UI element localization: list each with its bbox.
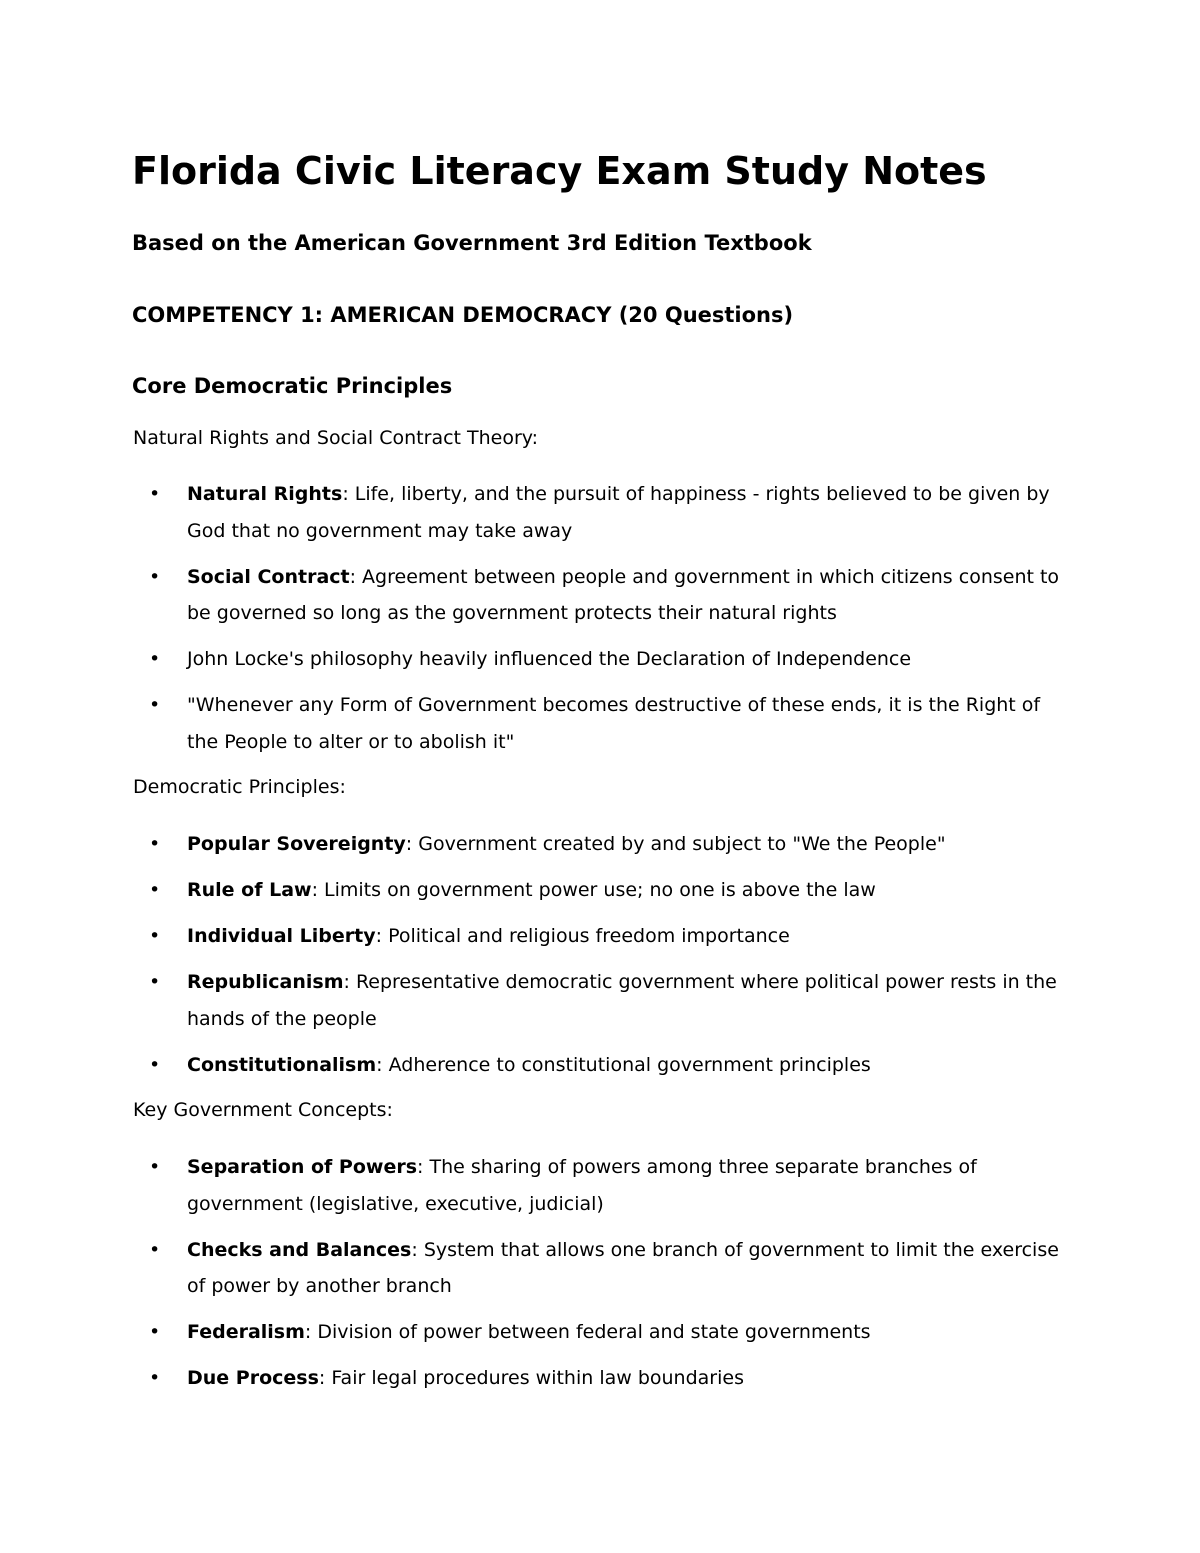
list-item-text: : The sharing of powers among three separate branches of government (legislative, executive, judicial) — [187, 1156, 977, 1215]
list-item-text: John Locke's philosophy heavily influenced the Declaration of Independence — [187, 648, 912, 670]
list-item-text: : Life, liberty, and the pursuit of happiness - rights believed to be given by God that no government may take away — [187, 483, 1050, 542]
group-heading-key-government-concepts: Key Government Concepts: — [133, 1099, 393, 1121]
bullet-icon: • — [149, 1367, 161, 1389]
list-item — [0, 687, 1067, 760]
bullet-icon: • — [149, 483, 161, 505]
list-item — [0, 641, 1067, 678]
group-heading-democratic-principles: Democratic Principles: — [133, 776, 346, 798]
list-item — [0, 918, 1067, 955]
democratic-principles-list — [0, 826, 1067, 1093]
bullet-icon: • — [149, 1053, 161, 1076]
document-title: Florida Civic Literacy Exam Study Notes — [132, 149, 987, 193]
list-item-text: : System that allows one branch of government to limit the exercise of power by another branch — [187, 1238, 1059, 1297]
list-item — [0, 1149, 1067, 1222]
list-item-term: Separation of Powers — [187, 1156, 418, 1178]
bullet-icon: • — [149, 925, 161, 947]
key-government-concepts-list — [0, 1149, 1067, 1406]
list-item-term: Natural Rights — [187, 483, 343, 505]
list-item-term: Popular Sovereignty — [187, 833, 406, 855]
section-heading: Core Democratic Principles — [132, 374, 453, 398]
list-item-text: : Government created by and subject to "We the People" — [405, 833, 946, 855]
list-item-text: "Whenever any Form of Government becomes destructive of these ends, it is the Right of the People to alter or to abolish it" — [187, 694, 1041, 753]
list-item-term: Constitutionalism — [187, 1053, 377, 1076]
list-item — [0, 1047, 1067, 1084]
list-item-term: Due Process — [187, 1367, 319, 1389]
list-item — [0, 826, 1067, 863]
competency-heading: COMPETENCY 1: AMERICAN DEMOCRACY (20 Questions) — [132, 303, 794, 327]
list-item-text: : Political and religious freedom importance — [375, 925, 790, 947]
list-item-text: : Agreement between people and government in which citizens consent to be governed so long as the government protects their natural rights — [187, 565, 1060, 624]
natural-rights-list — [0, 476, 1067, 770]
list-item-term: Federalism — [187, 1321, 305, 1343]
list-item — [0, 964, 1067, 1037]
bullet-icon: • — [149, 1238, 161, 1261]
bullet-icon: • — [149, 879, 161, 901]
document-subtitle: Based on the American Government 3rd Edition Textbook — [132, 231, 812, 255]
list-item — [0, 1232, 1067, 1305]
list-item-text: : Representative democratic government where political power rests in the hands of the people — [187, 971, 1057, 1030]
bullet-icon: • — [149, 971, 161, 993]
group-heading-natural-rights: Natural Rights and Social Contract Theory: — [133, 427, 539, 449]
bullet-icon: • — [149, 565, 161, 588]
list-item — [0, 872, 1067, 909]
list-item-text: : Fair legal procedures within law boundaries — [318, 1367, 744, 1389]
list-item — [0, 1314, 1067, 1351]
list-item — [0, 559, 1067, 632]
list-item-text: : Adherence to constitutional government principles — [376, 1053, 871, 1076]
bullet-icon: • — [149, 694, 161, 716]
list-item-term: Rule of Law — [187, 879, 312, 901]
bullet-icon: • — [149, 648, 161, 670]
list-item — [0, 1360, 1067, 1397]
list-item-term: Individual Liberty — [187, 925, 376, 947]
bullet-icon: • — [149, 1156, 161, 1178]
list-item-term: Checks and Balances — [187, 1238, 412, 1261]
list-item-text: : Limits on government power use; no one is above the law — [311, 879, 876, 901]
list-item-term: Republicanism — [187, 971, 344, 993]
bullet-icon: • — [149, 1321, 161, 1343]
list-item — [0, 476, 1067, 549]
bullet-icon: • — [149, 833, 161, 855]
list-item-term: Social Contract — [187, 565, 350, 588]
list-item-text: : Division of power between federal and state governments — [304, 1321, 871, 1343]
